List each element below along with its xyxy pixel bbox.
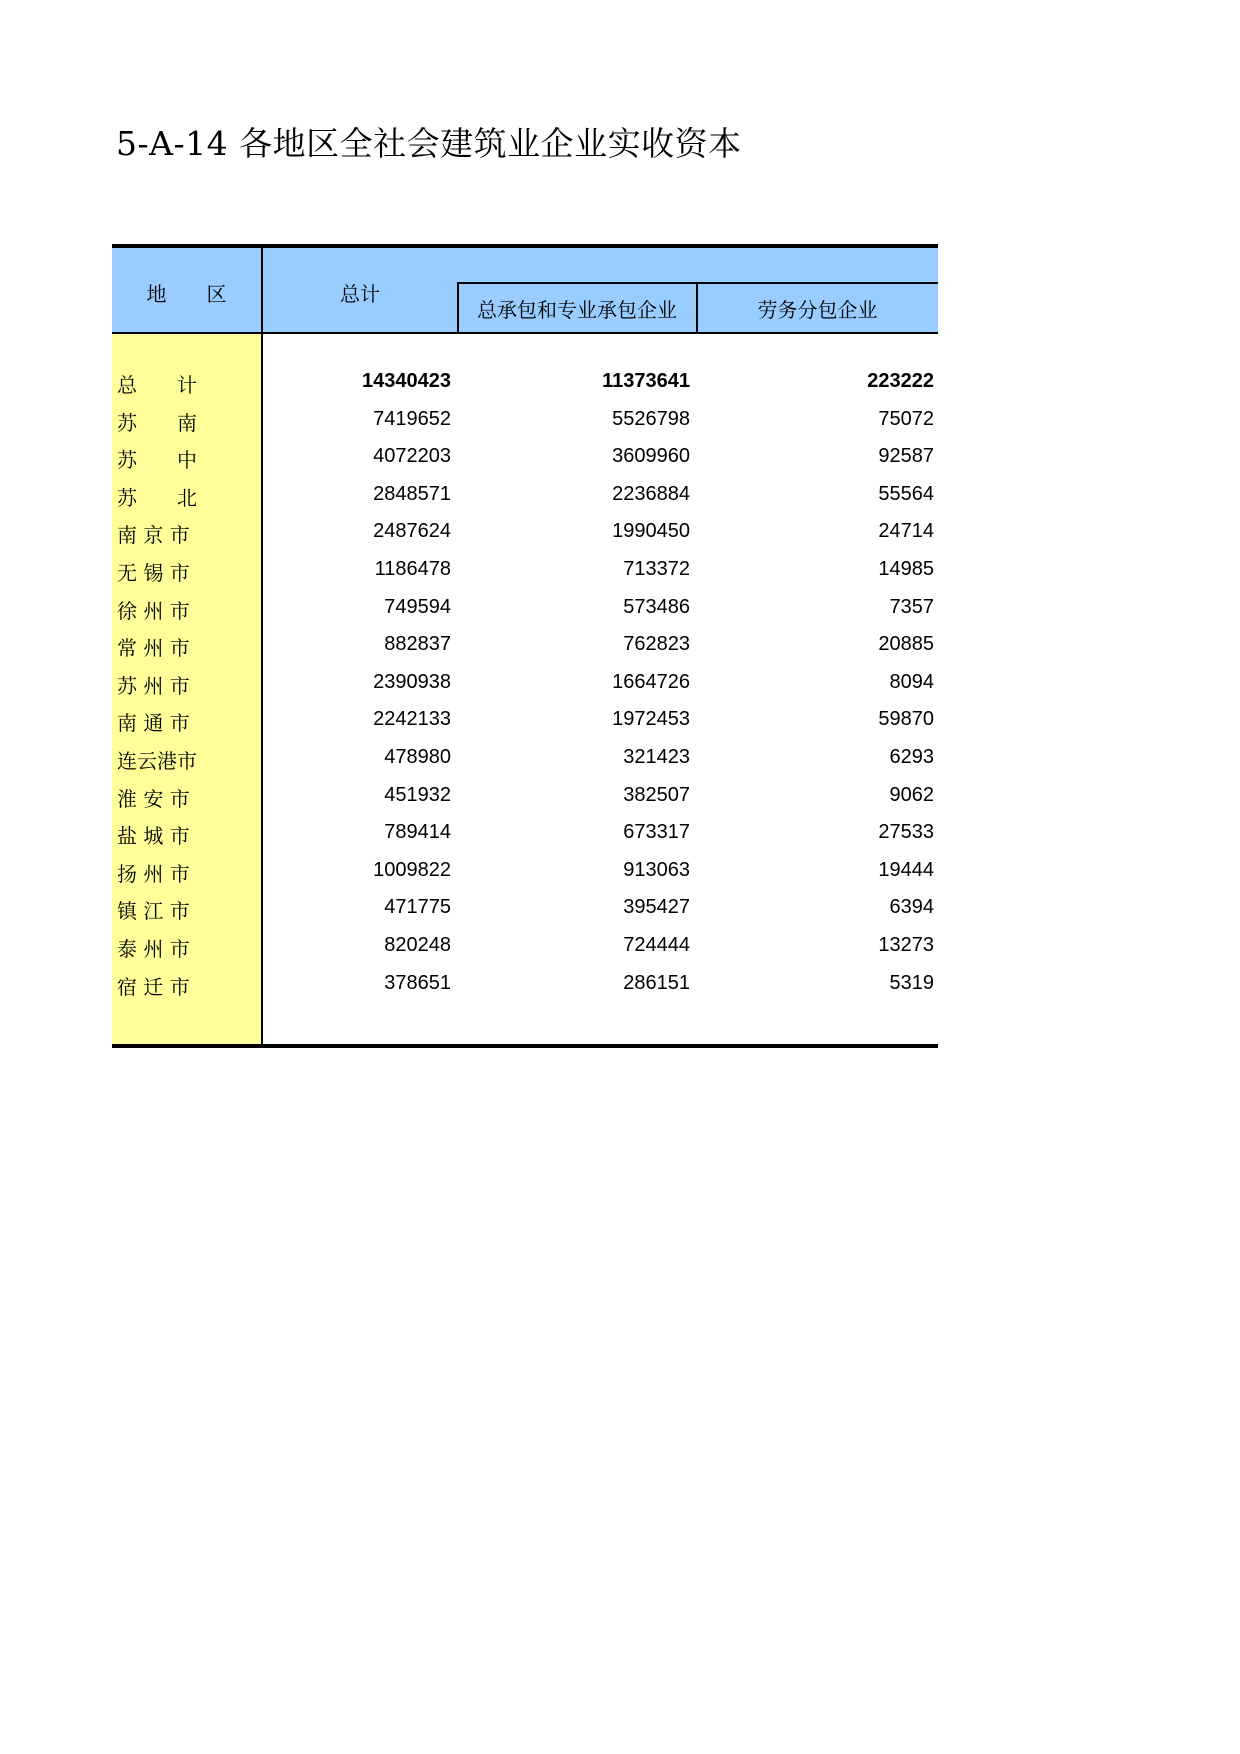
labor-subcontract-cell: 7357 bbox=[889, 595, 934, 618]
general-contract-cell: 395427 bbox=[623, 896, 690, 919]
general-contract-cell: 1990450 bbox=[612, 520, 690, 543]
table-row bbox=[112, 514, 938, 552]
total-cell: 2390938 bbox=[373, 670, 451, 693]
region-cell: 南 通 市 bbox=[117, 711, 190, 736]
labor-subcontract-cell: 75072 bbox=[878, 407, 934, 430]
table-row bbox=[112, 740, 938, 778]
labor-subcontract-cell: 14985 bbox=[878, 557, 934, 580]
labor-subcontract-cell: 27533 bbox=[878, 821, 934, 844]
header-general-contract: 总承包和专业承包企业 bbox=[477, 298, 677, 322]
header-labor-subcontract: 劳务分包企业 bbox=[757, 298, 878, 322]
table-row bbox=[112, 552, 938, 590]
header-bottom-rule bbox=[112, 332, 938, 334]
labor-subcontract-cell: 20885 bbox=[878, 633, 934, 656]
total-cell: 471775 bbox=[384, 896, 451, 919]
total-cell: 2242133 bbox=[373, 708, 451, 731]
region-cell: 扬 州 市 bbox=[117, 861, 190, 886]
total-cell: 1186478 bbox=[374, 557, 451, 580]
total-cell: 7419652 bbox=[373, 407, 451, 430]
region-cell: 苏 中 bbox=[117, 448, 197, 473]
region-cell: 总 计 bbox=[117, 373, 197, 397]
total-cell: 4072203 bbox=[373, 445, 451, 468]
labor-subcontract-cell: 59870 bbox=[878, 708, 934, 731]
general-contract-cell: 673317 bbox=[623, 821, 690, 844]
general-contract-cell: 2236884 bbox=[612, 482, 690, 505]
labor-subcontract-cell: 55564 bbox=[878, 482, 934, 505]
region-cell: 苏 南 bbox=[117, 410, 197, 435]
labor-subcontract-cell: 92587 bbox=[878, 445, 934, 468]
total-cell: 1009822 bbox=[373, 858, 451, 881]
total-cell: 478980 bbox=[384, 745, 451, 768]
general-contract-cell: 321423 bbox=[623, 745, 690, 768]
labor-subcontract-cell: 13273 bbox=[878, 933, 934, 956]
general-contract-cell: 1664726 bbox=[612, 670, 690, 693]
data-table bbox=[112, 244, 938, 1048]
region-cell: 徐 州 市 bbox=[117, 598, 190, 623]
total-cell: 2848571 bbox=[373, 482, 451, 505]
table-row bbox=[112, 966, 938, 1004]
region-cell: 常 州 市 bbox=[117, 636, 190, 661]
table-row bbox=[112, 853, 938, 891]
labor-subcontract-cell: 6394 bbox=[889, 896, 934, 919]
region-cell: 盐 城 市 bbox=[117, 824, 190, 849]
region-cell: 苏 北 bbox=[117, 485, 197, 510]
subheader-top-rule bbox=[457, 282, 938, 284]
labor-subcontract-cell: 9062 bbox=[889, 783, 934, 806]
table-bottom-rule bbox=[112, 1044, 938, 1048]
labor-subcontract-cell: 19444 bbox=[878, 858, 934, 881]
region-cell: 苏 州 市 bbox=[117, 673, 190, 698]
table-row bbox=[112, 627, 938, 665]
table-row bbox=[112, 402, 938, 440]
page-title: 5-A-14 各地区全社会建筑业企业实收资本 bbox=[116, 124, 742, 163]
table-body bbox=[112, 364, 938, 1003]
labor-subcontract-cell: 24714 bbox=[878, 520, 934, 543]
table-row bbox=[112, 364, 938, 402]
table-row bbox=[112, 928, 938, 966]
table-row bbox=[112, 590, 938, 628]
general-contract-cell: 5526798 bbox=[612, 407, 690, 430]
region-cell: 南 京 市 bbox=[117, 523, 190, 548]
general-contract-cell: 573486 bbox=[623, 595, 690, 618]
total-cell: 789414 bbox=[384, 821, 451, 844]
total-cell: 2487624 bbox=[373, 520, 451, 543]
general-contract-cell: 713372 bbox=[623, 557, 690, 580]
table-row bbox=[112, 665, 938, 703]
labor-subcontract-cell: 8094 bbox=[889, 670, 934, 693]
total-cell: 378651 bbox=[384, 971, 451, 994]
region-cell: 无 锡 市 bbox=[117, 560, 190, 585]
total-cell: 451932 bbox=[384, 783, 451, 806]
header-total: 总计 bbox=[340, 282, 380, 306]
general-contract-cell: 11373641 bbox=[602, 370, 690, 392]
table-row bbox=[112, 778, 938, 816]
general-contract-cell: 913063 bbox=[623, 858, 690, 881]
region-cell: 淮 安 市 bbox=[117, 786, 190, 811]
region-cell: 连云港市 bbox=[117, 748, 197, 773]
header-region: 地 区 bbox=[146, 282, 227, 306]
general-contract-cell: 286151 bbox=[623, 971, 690, 994]
general-contract-cell: 724444 bbox=[623, 933, 690, 956]
general-contract-cell: 1972453 bbox=[612, 708, 690, 731]
table-row bbox=[112, 815, 938, 853]
region-cell: 镇 江 市 bbox=[117, 899, 190, 924]
region-cell: 泰 州 市 bbox=[117, 936, 190, 961]
table-row bbox=[112, 439, 938, 477]
general-contract-cell: 3609960 bbox=[612, 445, 690, 468]
table-row bbox=[112, 890, 938, 928]
table-row bbox=[112, 702, 938, 740]
labor-subcontract-cell: 6293 bbox=[889, 745, 934, 768]
general-contract-cell: 762823 bbox=[623, 633, 690, 656]
labor-subcontract-cell: 5319 bbox=[889, 971, 934, 994]
labor-subcontract-cell: 223222 bbox=[867, 370, 934, 392]
general-contract-cell: 382507 bbox=[623, 783, 690, 806]
total-cell: 14340423 bbox=[362, 370, 451, 392]
table-row bbox=[112, 477, 938, 515]
region-cell: 宿 迁 市 bbox=[117, 974, 190, 999]
total-cell: 882837 bbox=[384, 633, 451, 656]
total-cell: 820248 bbox=[384, 933, 451, 956]
total-cell: 749594 bbox=[384, 595, 451, 618]
